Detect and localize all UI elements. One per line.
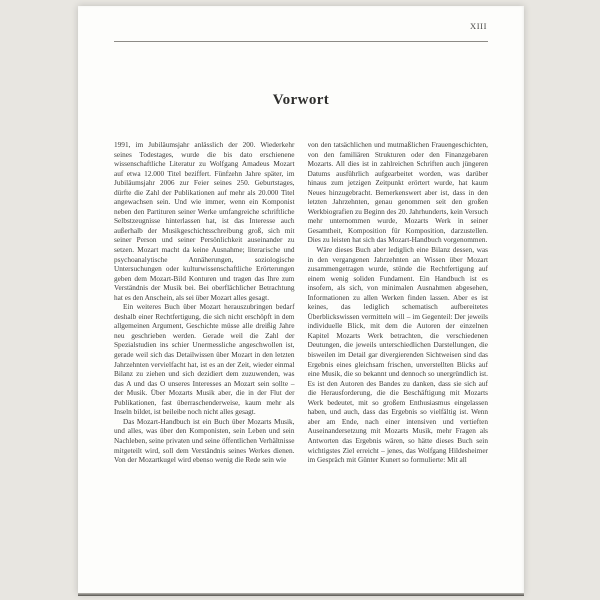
paragraph: Ein weiteres Buch über Mozart herauszubringen bedarf deshalb einer Rechtfertigung, die sich nicht erschöpft in dem allgemeinen Argument, Geschichte müsse alle dreißig Jahre neu geschrieben werden. Gerade weil die Zahl der Spezialstudien ins schier Unermessliche angeschwollen ist, gerade weil sich das Detailwissen über Mozart in den letzten Jahrzehnten vervielfacht hat, ist es an der Zeit, wieder einmal Bilanz zu ziehen und sich dezidiert dem zuzuwenden, was das A und das O unseres Interesses an Mozart sein sollte – der Musik. Über Mozarts Musik aber, die in der Flut der Publikationen, fast überraschenderweise, kaum mehr als Inseln bildet, ist beileibe noch nicht alles gesagt. <box>114 302 295 417</box>
page-title: Vorwort <box>272 92 330 108</box>
page-number: XIII <box>469 21 487 31</box>
book-page <box>78 6 524 594</box>
paragraph: 1991, im Jubiläumsjahr anlässlich der 200. Wiederkehr seines Todestages, wurde die bis dato erschienene wissenschaftliche Literatur zu Wolfgang Amadeus Mozart auf etwa 12.000 Titel beziffert. Fünfzehn Jahre später, im Jubiläumsjahr 2006 zur Feier seines 250. Geburtstages, dürfte die Zahl der Publikationen auf mehr als 20.000 Titel angewachsen sein. Und wie immer, wenn ein Komponist neben den Partituren seiner Werke umfangreiche schriftliche Selbstzeugnisse hinterlassen hat, ist das Interesse auch außerhalb der Musikgeschichtsschreibung groß, sich mit seiner Person und seiner Persönlichkeit auseinander zu setzen. Mozart macht da keine Ausnahme; literarische und psychoanalytische Annäherungen, soziologische Untersuchungen oder kulturwissenschaftliche Erörterungen geben dem Mozart-Bild Konturen und tragen das Ihre zum Verständnis der Musik bei. Bei oberflächlicher Betrachtung hat es den Anschein, als sei über Mozart alles gesagt. <box>114 140 295 302</box>
paragraph: Das Mozart-Handbuch ist ein Buch über Mozarts Musik, und alles, was über den Komponisten, sein Leben und sein Nachleben, seine privaten und seine öffentlichen Verhältnisse mitgeteilt wird, soll dem Verständnis seines Werkes dienen. Von der Mozartkugel wird ebenso wenig die Rede sein wie <box>114 416 295 465</box>
paragraph: Wäre dieses Buch aber lediglich eine Bilanz dessen, was in den vergangenen Jahrzehnten an Wissen über Mozart zusammengetragen wurde, stünde die Rechtfertigung auf einem wenig soliden Fundament. Ein Handbuch ist es insofern, als sich, von minimalen Ausnahmen abgesehen, Informationen zu allen Werken finden lassen. Aber es ist keines, das lediglich schematisch aufbereitetes Überblickswissen vermitteln will – im Gegenteil: Der jeweils individuelle Blick, mit dem die Autoren der einzelnen Kapitel Mozarts Werk betrachten, die verschiedenen Deutungen, die jeweils unterschiedlichen Darstellungen, die bisweilen im Detail gar divergierenden Sichtweisen sind das Ergebnis eines gleichsam frischen, unverstellten Blicks auf eine Musik, die so bekannt und dennoch so unergründlich ist. Es ist den Autoren des Bandes zu danken, dass sie sich auf die Herausforderung, die die Beschäftigung mit Mozarts Werk bedeutet, mit so großem Enthusiasmus eingelassen haben, und auch, dass das Ergebnis so vielfältig ist. Wenn aber am Ende, nach einer intensiven und vertieften Auseinandersetzung mit Mozarts Musik, mehr Fragen als Antworten das Ergebnis wären, so hätte dieses Buch sein wichtigstes Ziel erreicht – jenes, das Wolfgang Hildesheimer im Gespräch mit Günter Kunert so formulierte: Mit all <box>307 245 488 465</box>
right-column <box>308 140 489 584</box>
page-bottom-edge <box>78 593 524 596</box>
text-columns <box>114 140 488 584</box>
header-rule <box>114 41 488 42</box>
paragraph: von den tatsächlichen und mutmaßlichen Frauengeschichten, von den familiären Strukturen oder den Finanzgebaren Mozarts. All dies ist in zahlreichen Schriften auch jüngeren Datums ausführlich aufgearbeitet worden, was darüber hinaus zum jetzigen Zeitpunkt erörtert wurde, hat kaum Neues hinzugebracht. Bemerkenswert aber ist, dass in den letzten Jahrzehnten, genau genommen seit den großen Werkbiografien zu Beginn des 20. Jahrhunderts, kein Versuch mehr unternommen wurde, Mozarts Werk in seiner Gesamtheit, Komposition für Komposition, darzustellen. Dies zu leisten hat sich das Mozart-Handbuch vorgenommen. <box>307 140 488 245</box>
left-column <box>114 140 295 584</box>
